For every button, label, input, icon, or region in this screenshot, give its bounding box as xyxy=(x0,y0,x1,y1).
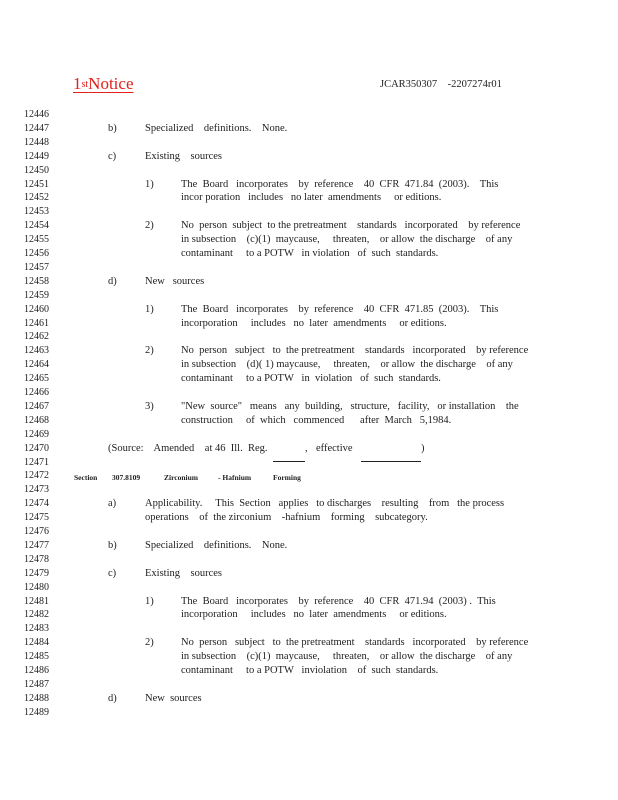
line-number: 12458 xyxy=(24,275,49,287)
text-line: "New source" means any building, structure, facility, or installation the xyxy=(181,400,519,412)
text-line: New sources xyxy=(145,692,202,704)
notice-heading xyxy=(73,74,144,94)
text-line: Zirconium xyxy=(164,473,199,483)
line-number: 12480 xyxy=(24,581,49,593)
line-number: 12470 xyxy=(24,442,49,454)
line-number: 12476 xyxy=(24,526,49,537)
text-line: The Board incorporates by reference 40 CFR 471.85 (2003). This xyxy=(181,303,499,315)
line-number: 12486 xyxy=(24,665,49,676)
text-line: b) xyxy=(108,122,117,134)
text-line: incorporation includes no later amendments or editions. xyxy=(181,609,447,621)
line-number: 12464 xyxy=(24,359,49,371)
line-number: 12489 xyxy=(24,706,49,718)
line-number: 12465 xyxy=(24,373,49,385)
register-page-blank xyxy=(273,451,305,462)
text-line: Specialized definitions. None. xyxy=(145,122,288,134)
line-number: 12481 xyxy=(24,595,49,607)
text-line: Existing sources xyxy=(145,150,222,162)
line-number: 12457 xyxy=(24,261,49,273)
text-line: d) xyxy=(108,275,117,287)
text-line: 307.8109 xyxy=(112,473,141,483)
text-line: operations of the zirconium -hafnium forming subcategory. xyxy=(145,512,428,524)
text-line: 1) xyxy=(145,178,154,190)
line-number: 12473 xyxy=(24,484,49,496)
line-number: 12477 xyxy=(24,539,49,551)
text-line: effective xyxy=(316,442,353,454)
text-line: Existing sources xyxy=(145,567,222,579)
notice-number: 1 xyxy=(73,74,82,93)
text-line: No person subject to the pretreatment standards incorporated by reference xyxy=(181,345,529,357)
text-line: Applicability. This Section applies to discharges resulting from the process xyxy=(145,498,505,510)
line-number: 12479 xyxy=(24,567,49,579)
text-line: ) xyxy=(421,442,425,454)
text-line: contaminant to a POTW in violation of such standards. xyxy=(181,248,439,259)
notice-word: Notice xyxy=(88,74,134,93)
text-line: (Source: Amended at 46 Ill. Reg. xyxy=(108,442,268,454)
document-id: JCAR350307 -2207274r01 xyxy=(380,79,502,90)
line-number: 12484 xyxy=(24,637,49,649)
line-number: 12466 xyxy=(24,387,49,398)
line-number: 12459 xyxy=(24,289,49,301)
line-number: 12462 xyxy=(24,331,49,343)
text-line: contaminant to a POTW inviolation of such standards. xyxy=(181,665,439,676)
text-line: 3) xyxy=(145,400,154,412)
text-line: incorporation includes no later amendments or editions. xyxy=(181,317,447,329)
line-number: 12449 xyxy=(24,150,49,162)
line-number: 12474 xyxy=(24,498,49,510)
text-line: No person subject to the pretreatment standards incorporated by reference xyxy=(181,637,529,649)
line-number: 12455 xyxy=(24,234,49,246)
text-line: d) xyxy=(108,692,117,704)
line-number: 12454 xyxy=(24,220,49,232)
line-number: 12475 xyxy=(24,512,49,524)
line-number: 12472 xyxy=(24,470,49,482)
line-number: 12487 xyxy=(24,678,49,690)
line-number: 12446 xyxy=(24,109,49,120)
text-line: in subsection (c)(1) maycause, threaten, or allow the discharge of any xyxy=(181,651,513,663)
text-line: The Board incorporates by reference 40 CFR 471.94 (2003) . This xyxy=(181,595,496,607)
line-number: 12450 xyxy=(24,164,49,176)
text-line: contaminant to a POTW in violation of such standards. xyxy=(181,373,441,385)
text-line: construction of which commenced after March 5,1984. xyxy=(181,414,452,426)
line-number: 12453 xyxy=(24,206,49,218)
text-line: 2) xyxy=(145,220,154,232)
effective-date-blank xyxy=(361,451,421,462)
text-line: 1) xyxy=(145,303,154,315)
text-line: a) xyxy=(108,498,117,510)
text-line: c) xyxy=(108,567,117,579)
line-number: 12483 xyxy=(24,623,49,635)
line-number: 12482 xyxy=(24,609,49,621)
notice-suffix: st xyxy=(81,79,89,90)
line-number: 12488 xyxy=(24,692,49,704)
line-number: 12471 xyxy=(24,456,49,468)
text-line: 2) xyxy=(145,637,154,649)
text-line: The Board incorporates by reference 40 CFR 471.84 (2003). This xyxy=(181,178,499,190)
line-number: 12478 xyxy=(24,553,49,565)
line-number: 12463 xyxy=(24,345,49,357)
text-line: in subsection (d)( 1) maycause, threaten, or allow the discharge of any xyxy=(181,359,513,371)
line-number: 12468 xyxy=(24,414,49,426)
text-line: - Hafnium xyxy=(218,473,252,483)
text-line: in subsection (c)(1) maycause, threaten, or allow the discharge of any xyxy=(181,234,513,246)
text-line: No person subject to the pretreatment standards incorporated by reference xyxy=(181,220,521,232)
line-number: 12461 xyxy=(24,317,49,329)
comma: , xyxy=(305,443,308,454)
text-line: Section xyxy=(74,473,98,483)
line-number: 12451 xyxy=(24,178,49,190)
text-line: Specialized definitions. None. xyxy=(145,539,288,551)
text-line: b) xyxy=(108,539,117,551)
line-number: 12448 xyxy=(24,136,49,148)
line-number: 12447 xyxy=(24,122,49,134)
text-line: New sources xyxy=(145,275,205,287)
line-number: 12452 xyxy=(24,192,49,204)
line-number: 12467 xyxy=(24,400,49,412)
line-number: 12485 xyxy=(24,651,49,663)
text-line: 1) xyxy=(145,595,154,607)
text-line: c) xyxy=(108,150,117,162)
text-line: Forming xyxy=(273,473,301,483)
line-number: 12469 xyxy=(24,428,49,440)
line-number: 12460 xyxy=(24,303,49,315)
line-number: 12456 xyxy=(24,248,49,259)
text-line: incor poration includes no later amendments or editions. xyxy=(181,192,442,204)
text-line: 2) xyxy=(145,345,154,357)
